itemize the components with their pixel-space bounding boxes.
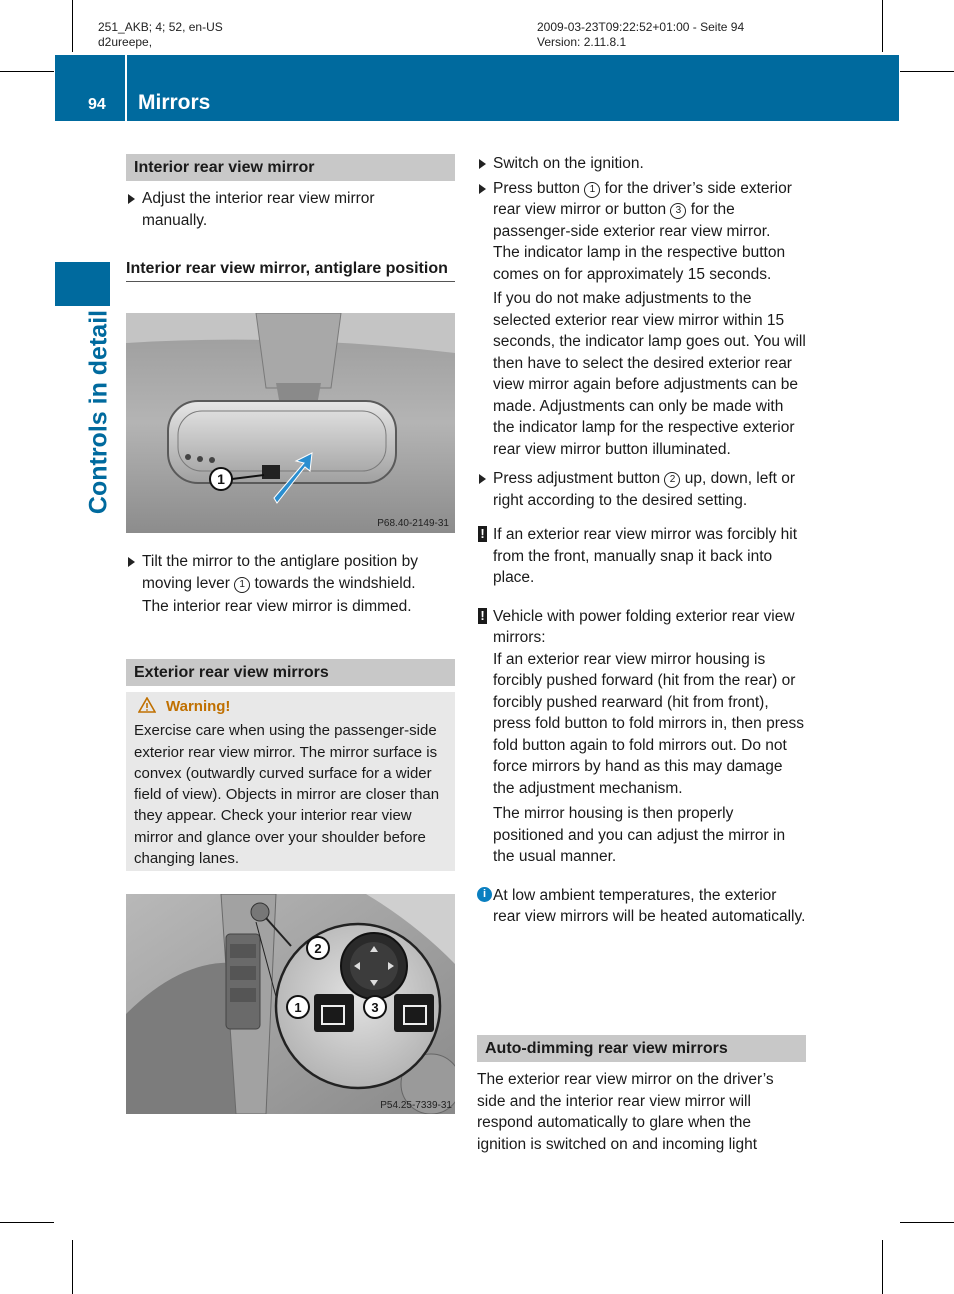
callout-ref: 3 — [670, 203, 686, 219]
crop-mark — [72, 0, 73, 52]
print-meta-right — [537, 20, 744, 50]
warning-title: Warning! — [166, 698, 231, 715]
step-text: towards the windshield. — [254, 574, 416, 592]
crop-mark — [882, 0, 883, 52]
side-tab-label: Controls in detail — [84, 309, 113, 515]
figure-id: P68.40-2149-31 — [377, 518, 449, 529]
exclamation-icon: ! — [478, 608, 487, 624]
instruction-step: Switch on the ignition. — [477, 153, 808, 175]
instruction-step — [477, 468, 808, 511]
crop-mark — [882, 1240, 883, 1294]
callout-ref: 1 — [234, 577, 250, 593]
crop-mark — [900, 71, 954, 72]
step-text: Tilt the mirror to the antiglare position by moving lever — [142, 553, 418, 592]
meta-line: 2009-03-23T09:22:52+01:00 - Seite 94 — [537, 20, 745, 34]
step-text: for the passenger-side exterior rear view mirror. — [493, 201, 771, 240]
step-result: The indicator lamp in the respective button comes on for approximately 15 seconds. — [493, 244, 786, 283]
callout-number: 1 — [217, 471, 225, 487]
info-note — [477, 885, 808, 928]
note-text: If an exterior rear view mirror was forcibly hit from the front, manually snap it back into place. — [493, 526, 798, 586]
door-controls-figure — [126, 894, 455, 1114]
callout-number: 3 — [371, 1000, 379, 1015]
callout-number: 2 — [314, 941, 322, 956]
callout-ref: 1 — [584, 182, 600, 198]
print-meta-left — [98, 20, 223, 50]
instruction-block — [477, 153, 808, 928]
instruction-step — [126, 551, 451, 594]
instruction-block — [126, 551, 451, 618]
instruction-step: Adjust the interior rear view mirror manually. — [126, 188, 426, 231]
side-tab-marker — [55, 262, 110, 306]
caution-note — [477, 606, 808, 649]
step-text: Press button — [493, 179, 581, 197]
door-controls-illustration — [126, 894, 455, 1114]
step-explanation: If you do not make adjustments to the selected exterior rear view mirror within 15 seconds, the indicator lamp goes out. You will then have to select the desired exterior rear view mirror again before adjustments can be made. Adjustments can only be made with the indicator lamp for the respective exterior rear view mirror button illuminated. — [493, 290, 806, 458]
figure-id: P54.25-7339-31 — [380, 1100, 452, 1111]
interior-mirror-figure — [126, 313, 455, 533]
interior-mirror-illustration — [126, 313, 455, 533]
step-text: up, down, left or right according to the desired setting. — [493, 470, 796, 509]
chapter-title: Mirrors — [138, 91, 211, 114]
section-heading: Exterior rear view mirrors — [126, 659, 455, 686]
section-heading: Auto-dimming rear view mirrors — [477, 1035, 806, 1062]
caution-note — [477, 524, 808, 589]
warning-triangle-icon — [138, 697, 156, 713]
callout-ref: 2 — [664, 472, 680, 488]
body-paragraph: The exterior rear view mirror on the driver’s side and the interior rear view mirror will respond automatically to glare when the ignition is switched on and incoming light — [477, 1071, 774, 1153]
section-heading: Interior rear view mirror — [126, 154, 455, 181]
meta-line: 251_AKB; 4; 52, en-US — [98, 20, 223, 34]
page-number: 94 — [88, 96, 106, 113]
crop-mark — [0, 71, 54, 72]
warning-heading — [134, 696, 455, 717]
subsection-heading: Interior rear view mirror, antiglare position — [126, 258, 455, 282]
crop-mark — [900, 1222, 954, 1223]
note-body: The mirror housing is then properly positioned and you can adjust the mirror in the usual manner. — [493, 805, 786, 865]
meta-line: Version: 2.11.8.1 — [537, 35, 627, 49]
warning-box — [126, 692, 455, 871]
info-icon: i — [477, 887, 492, 902]
note-text: Vehicle with power folding exterior rear view mirrors: — [493, 607, 795, 646]
note-body: If an exterior rear view mirror housing is forcibly pushed forward (hit from the rear) or forcibly pushed rearward (hit from front), press fold button to fold mirrors in, then press fold button again to fold mirrors out. Do not force mirrors by hand as this may damage the adjustment mechanism. — [493, 650, 805, 797]
callout-number: 1 — [294, 1000, 302, 1015]
meta-line: d2ureepe, — [98, 35, 153, 49]
note-text: At low ambient temperatures, the exterior rear view mirrors will be heated automatically. — [493, 886, 806, 925]
header-divider — [125, 55, 127, 121]
warning-text: Exercise care when using the passenger-side exterior rear view mirror. The mirror surface is convex (outwardly curved surface for a wider field of view). Objects in mirror are closer than they appear. Check your interior rear view mirror and glance over your shoulder before changing lanes. — [134, 722, 440, 868]
step-text: for the driver’s side exterior rear view mirror or button — [493, 179, 792, 218]
instruction-step — [477, 178, 808, 243]
step-result: The interior rear view mirror is dimmed. — [142, 598, 412, 615]
crop-mark — [72, 1240, 73, 1294]
instruction-block — [126, 188, 426, 231]
crop-mark — [0, 1222, 54, 1223]
exclamation-icon: ! — [478, 526, 487, 542]
step-text: Press adjustment button — [493, 470, 661, 487]
